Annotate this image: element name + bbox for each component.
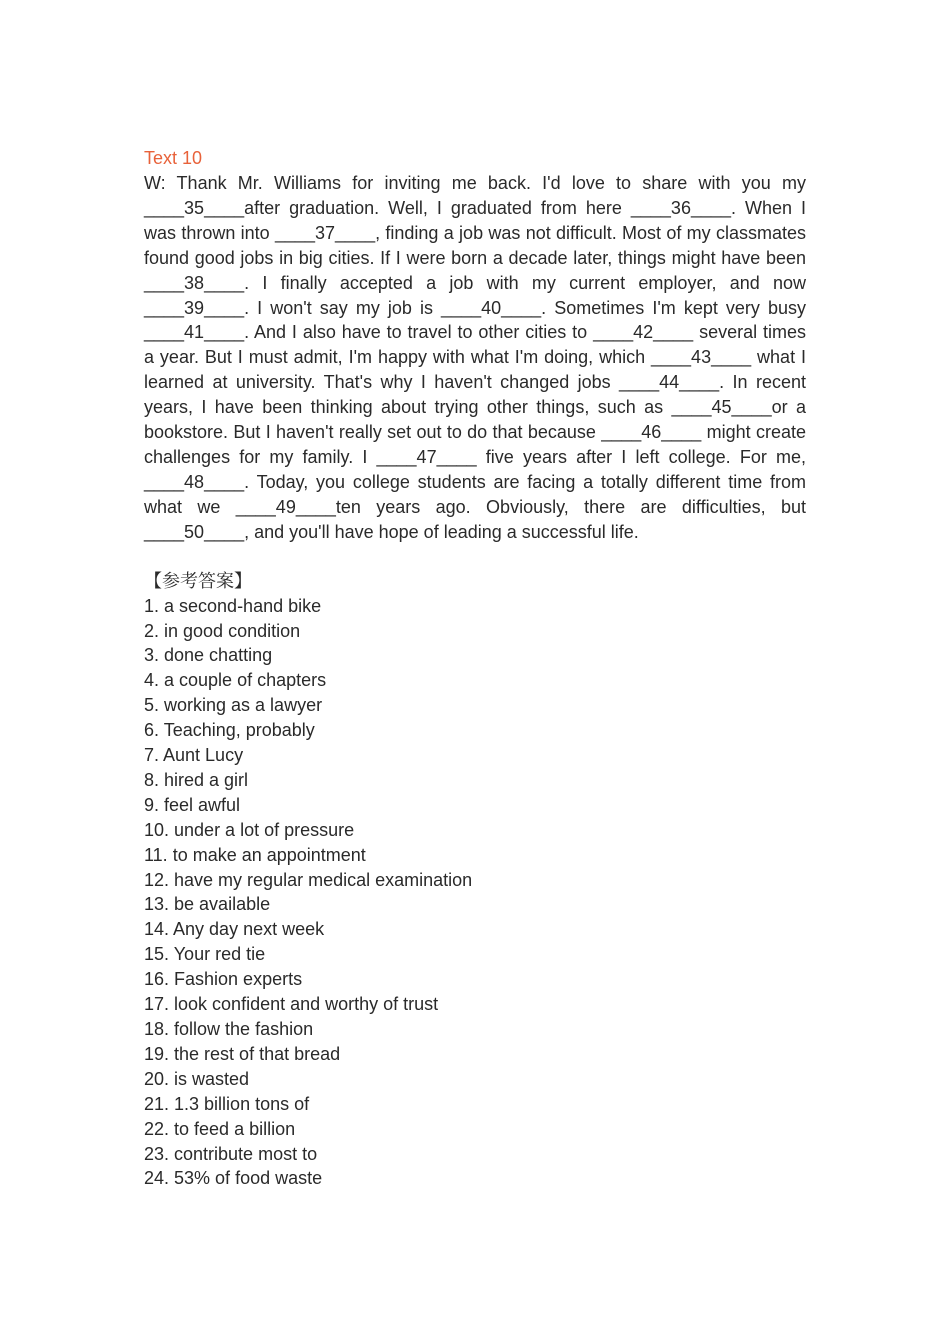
section-title: Text 10 xyxy=(144,148,203,168)
answer-item: 18. follow the fashion xyxy=(144,1019,314,1039)
answer-item: 16. Fashion experts xyxy=(144,969,303,990)
answer-item: 8. hired a girl xyxy=(144,769,249,790)
answer-item: 11. to make an appointment xyxy=(144,844,366,865)
answer-item: 17. look confident and worthy of trust xyxy=(144,994,439,1015)
answer-item: 15. Your red tie xyxy=(144,944,266,965)
document-page xyxy=(144,146,806,1191)
answer-item: 20. is wasted xyxy=(144,1068,250,1089)
answer-key-heading: 【参考答案】 xyxy=(144,570,252,592)
answer-item: 24. 53% of food waste xyxy=(144,1168,323,1189)
answer-item: 14. Any day next week xyxy=(144,919,325,940)
answer-item: 5. working as a lawyer xyxy=(144,695,323,716)
passage-text: W: Thank Mr. Williams for inviting me back. I'd love to share with you my ____35____after graduation. Well, I graduated from here ____36____. When I was thrown into ____37____, finding a job was not difficult. Most of my classmates found good jobs in big cities. If I were born a decade later, things might have been ____38____. I finally accepted a job with my current employer, and now ____39____. I won't say my job is ____40____. Sometimes I'm kept very busy ____41____. And I also have to travel to other cities to ____42____ several times a year. But I must admit, I'm happy with what I'm doing, which ____43____ what I learned at university. That's why I haven't changed jobs ____44____. In recent years, I have been thinking about trying other things, such as ____45____or a bookstore. But I haven't really set out to do that because ____46____ might create challenges for my family. I ____47____ five years after I left college. For me, ____48____. Today, you college students are facing a totally different time from what we ____49____ten years ago. Obviously, there are difficulties, but ____50____, and you'll have hope of leading a successful life. xyxy=(144,173,806,542)
answer-item: 19. the rest of that bread xyxy=(144,1043,341,1064)
answer-item: 12. have my regular medical examination xyxy=(144,869,473,890)
answer-item: 22. to feed a billion xyxy=(144,1118,296,1139)
answer-item: 7. Aunt Lucy xyxy=(144,745,244,766)
answer-item: 9. feel awful xyxy=(144,794,241,815)
answer-item: 2. in good condition xyxy=(144,620,301,641)
answer-item: 3. done chatting xyxy=(144,645,273,666)
answer-item: 1. a second-hand bike xyxy=(144,595,322,616)
answer-item: 6. Teaching, probably xyxy=(144,720,315,741)
answer-item: 21. 1.3 billion tons of xyxy=(144,1093,310,1114)
answer-item: 13. be available xyxy=(144,894,271,915)
answer-item: 10. under a lot of pressure xyxy=(144,819,355,840)
answer-item: 4. a couple of chapters xyxy=(144,670,327,691)
answer-list xyxy=(144,594,806,1192)
answer-item: 23. contribute most to xyxy=(144,1143,318,1164)
